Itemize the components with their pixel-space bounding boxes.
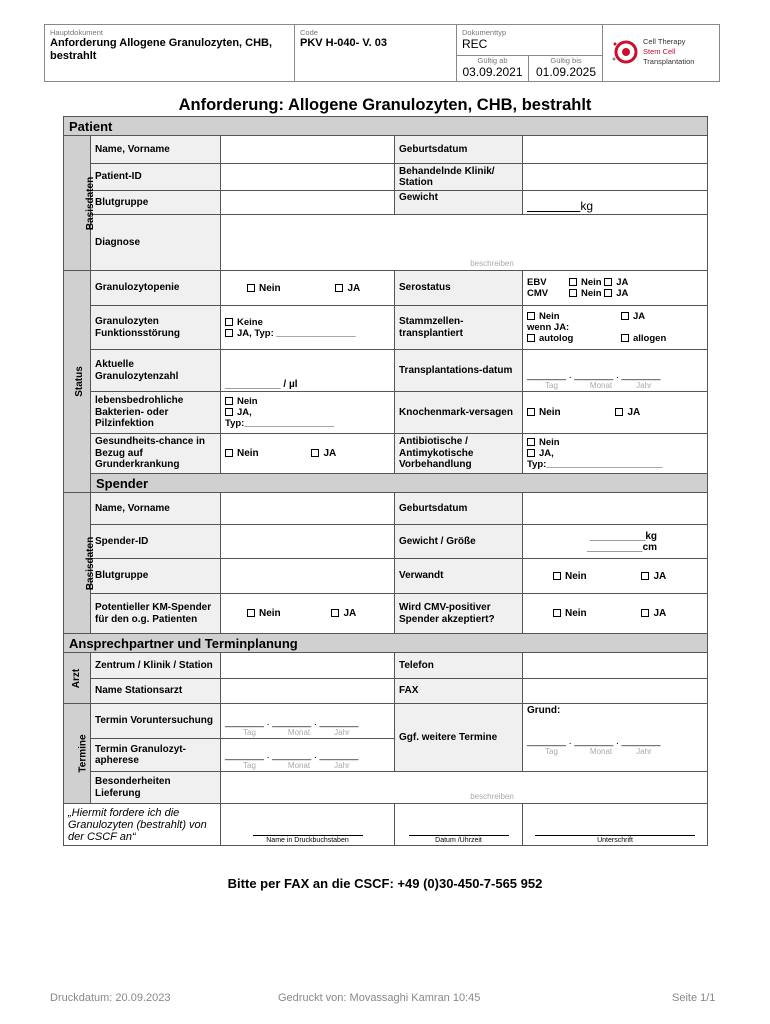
label-donor-birth: Geburtsdatum	[395, 493, 523, 525]
checkbox[interactable]	[225, 449, 233, 457]
label-further: Ggf. weitere Termine	[395, 704, 523, 772]
field-ward-doctor[interactable]	[221, 679, 395, 704]
kg-line: __________kg	[589, 530, 658, 542]
date-blank: _______ . _______ . _______	[527, 736, 661, 747]
date-blank: _______ . _______ . _______	[225, 717, 359, 728]
section-donor: Spender	[91, 474, 708, 493]
field-potential[interactable]	[221, 594, 395, 634]
cmv-label: CMV	[527, 288, 549, 299]
sig-sign-label: Unterschrift	[535, 835, 695, 844]
doctype-value: REC	[462, 37, 488, 51]
option-label: JA,	[539, 448, 554, 459]
field-related[interactable]	[523, 559, 708, 594]
code-cell	[295, 25, 457, 81]
option-label: JA	[627, 407, 641, 418]
label-cmv-pos: Wird CMV-positiver Spender akzeptiert?	[395, 594, 523, 634]
field-donor-name[interactable]	[221, 493, 395, 525]
label-donor-id: Spender-ID	[91, 525, 221, 559]
checkbox[interactable]	[225, 318, 233, 326]
checkbox[interactable]	[225, 397, 233, 405]
label-granulocytopenia: Granulozytopenie	[91, 271, 221, 306]
code-value: PKV H-040- V. 03	[300, 37, 388, 49]
valid-to-label: Gültig bis	[550, 56, 582, 65]
option-nein[interactable]	[225, 448, 259, 459]
cm-line: __________cm	[586, 541, 658, 553]
option-label: JA,	[237, 407, 252, 418]
hint-monat: Monat	[287, 728, 311, 737]
field-donor-id[interactable]	[221, 525, 395, 559]
checkbox[interactable]	[621, 334, 629, 342]
label-diagnosis: Diagnose	[91, 215, 221, 271]
label-donor-name: Name, Vorname	[91, 493, 221, 525]
label-infection: lebensbedrohliche Bakterien- oder Pilzinfektion	[91, 392, 221, 434]
field-prognosis[interactable]	[221, 434, 395, 474]
valid-from-label: Gültig ab	[477, 56, 508, 65]
option-label: Nein	[581, 288, 602, 299]
field-further[interactable]	[523, 704, 708, 772]
main-doc-cell	[45, 25, 295, 81]
label-delivery: Besonderheiten Lieferung	[91, 772, 221, 804]
label-phone: Telefon	[395, 653, 523, 679]
field-sig-date[interactable]	[395, 804, 523, 846]
hint-jahr: Jahr	[636, 381, 652, 390]
label-donor-blood: Blutgruppe	[91, 559, 221, 594]
label-related: Verwandt	[395, 559, 523, 594]
option-label: autolog	[539, 333, 574, 344]
field-infection[interactable]	[221, 392, 395, 434]
hint-jahr: Jahr	[334, 761, 350, 770]
option-label: JA	[323, 448, 337, 459]
hint-tag: Tag	[545, 747, 558, 756]
side-patient-status	[64, 271, 91, 493]
sig-date-label: Datum /Uhrzeit	[409, 835, 509, 844]
checkbox[interactable]	[615, 408, 623, 416]
date-blank: _______ . _______ . _______	[527, 370, 661, 381]
field-delivery[interactable]	[221, 772, 708, 804]
field-weight-height[interactable]	[523, 525, 708, 559]
option-label: Nein	[581, 277, 602, 288]
option-nein[interactable]	[553, 608, 587, 619]
field-granulocytopenia[interactable]	[221, 271, 395, 306]
field-center[interactable]	[221, 653, 395, 679]
hint-tag: Tag	[545, 381, 558, 390]
count-unit: __________ / µl	[225, 379, 298, 390]
field-donor-birth[interactable]	[523, 493, 708, 525]
label-patient-birth: Geburtsdatum	[395, 136, 523, 164]
label-bone-marrow: Knochenmark-versagen	[395, 392, 523, 434]
date-blank: _______ . _______ . _______	[225, 750, 359, 761]
hint-monat: Monat	[287, 761, 311, 770]
sig-name-label: Name in Druckbuchstaben	[253, 835, 363, 844]
section-contact: Ansprechpartner und Terminplanung	[64, 634, 708, 653]
code-label: Code	[300, 28, 318, 37]
label-prognosis: Gesundheits-chance in Bezug auf Grunderkrankung	[91, 434, 221, 474]
option-label: JA	[653, 608, 667, 619]
typ-line: Typ:_________________	[225, 418, 335, 429]
field-clinic[interactable]	[523, 164, 708, 191]
field-pre-exam[interactable]	[221, 704, 395, 739]
section-patient: Patient	[64, 117, 708, 136]
fax-line: Bitte per FAX an die CSCF: +49 (0)30-450-7-565 952	[227, 876, 543, 891]
label-potential: Potentieller KM-Spender für den o.g. Patienten	[91, 594, 221, 634]
label-pre-exam: Termin Voruntersuchung	[91, 704, 221, 739]
checkbox[interactable]	[225, 329, 233, 337]
weight-unit: kg	[580, 199, 594, 213]
checkbox[interactable]	[331, 609, 339, 617]
checkbox[interactable]	[527, 334, 535, 342]
checkbox[interactable]	[569, 278, 577, 286]
label-current-count: Aktuelle Granulozytenzahl	[91, 350, 221, 392]
field-serostatus[interactable]	[523, 271, 708, 306]
option-nein[interactable]	[553, 571, 587, 582]
option-label: allogen	[633, 333, 667, 344]
field-diagnosis[interactable]	[221, 215, 708, 271]
checkbox[interactable]	[527, 408, 535, 416]
checkbox[interactable]	[604, 278, 612, 286]
option-label: JA	[633, 311, 646, 322]
label-fax: FAX	[395, 679, 523, 704]
option-label: Nein	[237, 396, 258, 407]
field-phone[interactable]	[523, 653, 708, 679]
option-label: Nein	[539, 311, 560, 322]
field-fax[interactable]	[523, 679, 708, 704]
checkbox[interactable]	[247, 609, 255, 617]
side-termine	[64, 704, 91, 804]
label-patient-name: Name, Vorname	[91, 136, 221, 164]
checkbox[interactable]	[641, 572, 649, 580]
hint-jahr: Jahr	[334, 728, 350, 737]
label-center: Zentrum / Klinik / Station	[91, 653, 221, 679]
option-nein[interactable]	[247, 283, 281, 294]
option-label: JA	[616, 288, 629, 299]
logo	[603, 25, 719, 81]
option-label: Nein	[539, 407, 561, 418]
label-dysfunction: Granulozyten Funktionsstörung	[91, 306, 221, 350]
hint-jahr: Jahr	[636, 747, 652, 756]
label-weight: Gewicht	[395, 191, 523, 215]
field-antibiotic[interactable]	[523, 434, 708, 474]
option-label: Nein	[259, 608, 281, 619]
main-doc-title: Anforderung Allogene Granulozyten, CHB, bestrahlt	[50, 37, 273, 62]
label-patient-blood: Blutgruppe	[91, 191, 221, 215]
label-tx-date: Transplantations-datum	[395, 350, 523, 392]
option-label: JA	[347, 282, 361, 294]
label-antibiotic: Antibiotische / Antimykotische Vorbehandlung	[395, 434, 523, 474]
field-sig-name[interactable]	[221, 804, 395, 846]
hint-monat: Monat	[589, 381, 613, 390]
label-ward-doctor: Name Stationsarzt	[91, 679, 221, 704]
logo-line-1: Cell Therapy	[643, 37, 686, 46]
option-label: Nein	[565, 608, 587, 619]
option-ja[interactable]	[615, 407, 640, 418]
side-label: Basisdaten	[85, 536, 97, 590]
logo-line-2: Stem Cell	[643, 47, 676, 56]
valid-to: 01.09.2025	[535, 65, 597, 79]
field-sig-sign[interactable]	[523, 804, 708, 846]
side-label: Status	[73, 366, 85, 397]
option-nein[interactable]	[247, 608, 281, 619]
side-label: Termine	[77, 734, 89, 773]
hint-monat: Monat	[589, 747, 613, 756]
if-yes-label: wenn JA:	[527, 322, 570, 333]
option-ja[interactable]	[311, 448, 336, 459]
option-label: JA	[616, 277, 629, 288]
field-bone-marrow[interactable]	[523, 392, 708, 434]
option-label: Nein	[237, 448, 259, 459]
option-ja[interactable]	[641, 608, 666, 619]
checkbox[interactable]	[641, 609, 649, 617]
printed-by: Gedruckt von: Movassaghi Kamran 10:45	[278, 992, 481, 1004]
request-form	[63, 116, 708, 846]
side-patient-basisdaten	[64, 136, 97, 271]
field-tx-date[interactable]	[523, 350, 708, 392]
checkbox[interactable]	[553, 609, 561, 617]
label-stemcell: Stammzellen-transplantiert	[395, 306, 523, 350]
option-ja[interactable]	[331, 608, 356, 619]
checkbox[interactable]	[553, 572, 561, 580]
option-label: Nein	[259, 282, 281, 294]
side-label: Arzt	[71, 668, 83, 688]
logo-icon	[611, 37, 639, 67]
field-patient-birth[interactable]	[523, 136, 708, 164]
typ-line: Typ:______________________	[527, 459, 663, 470]
checkbox[interactable]	[335, 284, 343, 292]
checkbox[interactable]	[621, 312, 629, 320]
ebv-label: EBV	[527, 277, 547, 288]
field-patient-name[interactable]	[221, 136, 395, 164]
label-clinic: Behandelnde Klinik/ Station	[395, 164, 523, 191]
checkbox[interactable]	[527, 312, 535, 320]
option-label: JA	[343, 608, 357, 619]
option-label: Nein	[539, 437, 560, 448]
checkbox[interactable]	[527, 449, 535, 457]
checkbox[interactable]	[527, 438, 535, 446]
logo-line-3: Transplantation	[643, 57, 695, 66]
option-label: Keine	[237, 316, 263, 328]
checkbox[interactable]	[569, 289, 577, 297]
label-weight-height: Gewicht / Größe	[395, 525, 523, 559]
option-nein[interactable]	[527, 407, 561, 418]
option-ja[interactable]	[335, 283, 360, 294]
delivery-hint: beschreiben	[470, 792, 514, 801]
label-apheresis: Termin Granulozyt-apherese	[91, 739, 221, 772]
field-donor-blood[interactable]	[221, 559, 395, 594]
field-cmv-pos[interactable]	[523, 594, 708, 634]
grund-label: Grund:	[527, 705, 561, 716]
checkbox[interactable]	[311, 449, 319, 457]
page-number: Seite 1/1	[672, 992, 716, 1004]
hint-tag: Tag	[243, 728, 256, 737]
side-label: Basisdaten	[85, 176, 97, 230]
field-dysfunction[interactable]	[221, 306, 395, 350]
side-arzt	[64, 653, 91, 704]
print-date: Druckdatum: 20.09.2023	[50, 992, 171, 1004]
valid-from: 03.09.2021	[462, 65, 523, 79]
diagnosis-hint: beschreiben	[470, 259, 514, 268]
field-weight[interactable]	[523, 191, 708, 215]
checkbox[interactable]	[247, 284, 255, 292]
option-ja[interactable]	[641, 571, 666, 582]
main-doc-label: Hauptdokument	[50, 28, 103, 37]
option-label: JA, Typ: _______________	[237, 327, 356, 339]
field-apheresis[interactable]	[221, 739, 395, 772]
checkbox[interactable]	[604, 289, 612, 297]
field-patient-id[interactable]	[221, 164, 395, 191]
option-label: JA	[653, 570, 667, 582]
label-serostatus: Serostatus	[395, 271, 523, 306]
field-patient-blood[interactable]	[221, 191, 395, 215]
page-title: Anforderung: Allogene Granulozyten, CHB, bestrahlt	[178, 96, 592, 114]
side-donor-basisdaten	[64, 493, 97, 634]
option-label: Nein	[565, 570, 587, 582]
field-current-count[interactable]	[221, 350, 395, 392]
document-header	[44, 24, 720, 82]
label-patient-id: Patient-ID	[91, 164, 221, 191]
hint-tag: Tag	[243, 761, 256, 770]
request-statement: „Hiermit fordere ich die Granulozyten (bestrahlt) von der CSCF an“	[64, 804, 221, 846]
doctype-cell	[457, 25, 603, 81]
doctype-label: Dokumenttyp	[462, 28, 507, 37]
checkbox[interactable]	[225, 408, 233, 416]
field-stemcell[interactable]	[523, 306, 708, 350]
